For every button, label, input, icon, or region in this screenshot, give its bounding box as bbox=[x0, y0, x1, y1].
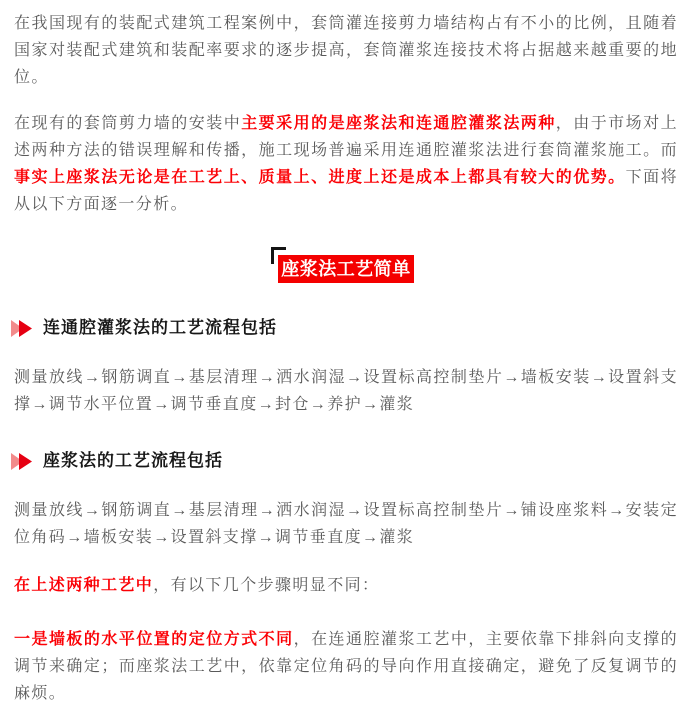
flow-zuojiang bbox=[14, 497, 678, 551]
difference-1-highlight: 一是墙板的水平位置的定位方式不同 bbox=[14, 631, 294, 648]
flow-liantongqiang-text: 测量放线→钢筋调直→基层清理→洒水润湿→设置标高控制垫片→墙板安装→设置斜支撑→调节水平位置→调节垂直度→封仓→养护→灌浆 bbox=[14, 369, 678, 413]
overview-text-pre: 在现有的套筒剪力墙的安装中 bbox=[14, 115, 242, 132]
overview-highlight-advantage: 事实上座浆法无论是在工艺上、质量上、进度上还是成本上都具有较大的优势。 bbox=[14, 169, 626, 186]
section-heading-text: 座浆法的工艺流程包括 bbox=[43, 451, 223, 470]
paragraph-intro bbox=[14, 10, 678, 91]
flow-zuojiang-text: 测量放线→钢筋调直→基层清理→洒水润湿→设置标高控制垫片→铺设座浆料→安装定位角码→墙板安装→设置斜支撑→调节垂直度→灌浆 bbox=[14, 502, 678, 546]
overview-highlight-methods: 主要采用的是座浆法和连通腔灌浆法两种 bbox=[241, 115, 556, 132]
double-arrow-icon bbox=[11, 453, 36, 470]
difference-1-rest: ，在连通腔灌浆工艺中，主要依靠下排斜向支撑的调节来确定；而座浆法工艺中，依靠定位角码的导向作用直接确定，避免了反复调节的麻烦。 bbox=[14, 631, 678, 702]
flow-liantongqiang bbox=[14, 364, 678, 418]
paragraph-overview bbox=[14, 110, 678, 218]
overview-text-mid: ，由于市场对上述两种方法的错误理解和传播，施工现场普遍采用连通腔灌浆法进行套筒灌浆施工。而 bbox=[14, 115, 679, 159]
comparison-lead-highlight: 在上述两种工艺中 bbox=[14, 577, 154, 594]
section-heading-text: 连通腔灌浆法的工艺流程包括 bbox=[43, 318, 277, 337]
section-banner-title: 座浆法工艺简单 bbox=[278, 255, 414, 283]
intro-text: 在我国现有的装配式建筑工程案例中，套筒灌连接剪力墙结构占有不小的比例，且随着国家对装配式建筑和装配率要求的逐步提高，套筒灌浆连接技术将占据越来越重要的地位。 bbox=[14, 15, 678, 86]
comparison-lead-rest: ，有以下几个步骤明显不同： bbox=[153, 577, 380, 594]
paragraph-difference-1 bbox=[14, 626, 678, 707]
paragraph-comparison-lead bbox=[14, 572, 678, 599]
section-heading-liantongqiang bbox=[11, 316, 678, 340]
section-heading-zuojiang bbox=[11, 449, 678, 473]
section-banner bbox=[278, 255, 414, 283]
section-banner-row bbox=[14, 248, 678, 283]
overview-text-post: 下面将从以下方面逐一分析。 bbox=[14, 169, 678, 213]
double-arrow-icon bbox=[11, 320, 36, 337]
